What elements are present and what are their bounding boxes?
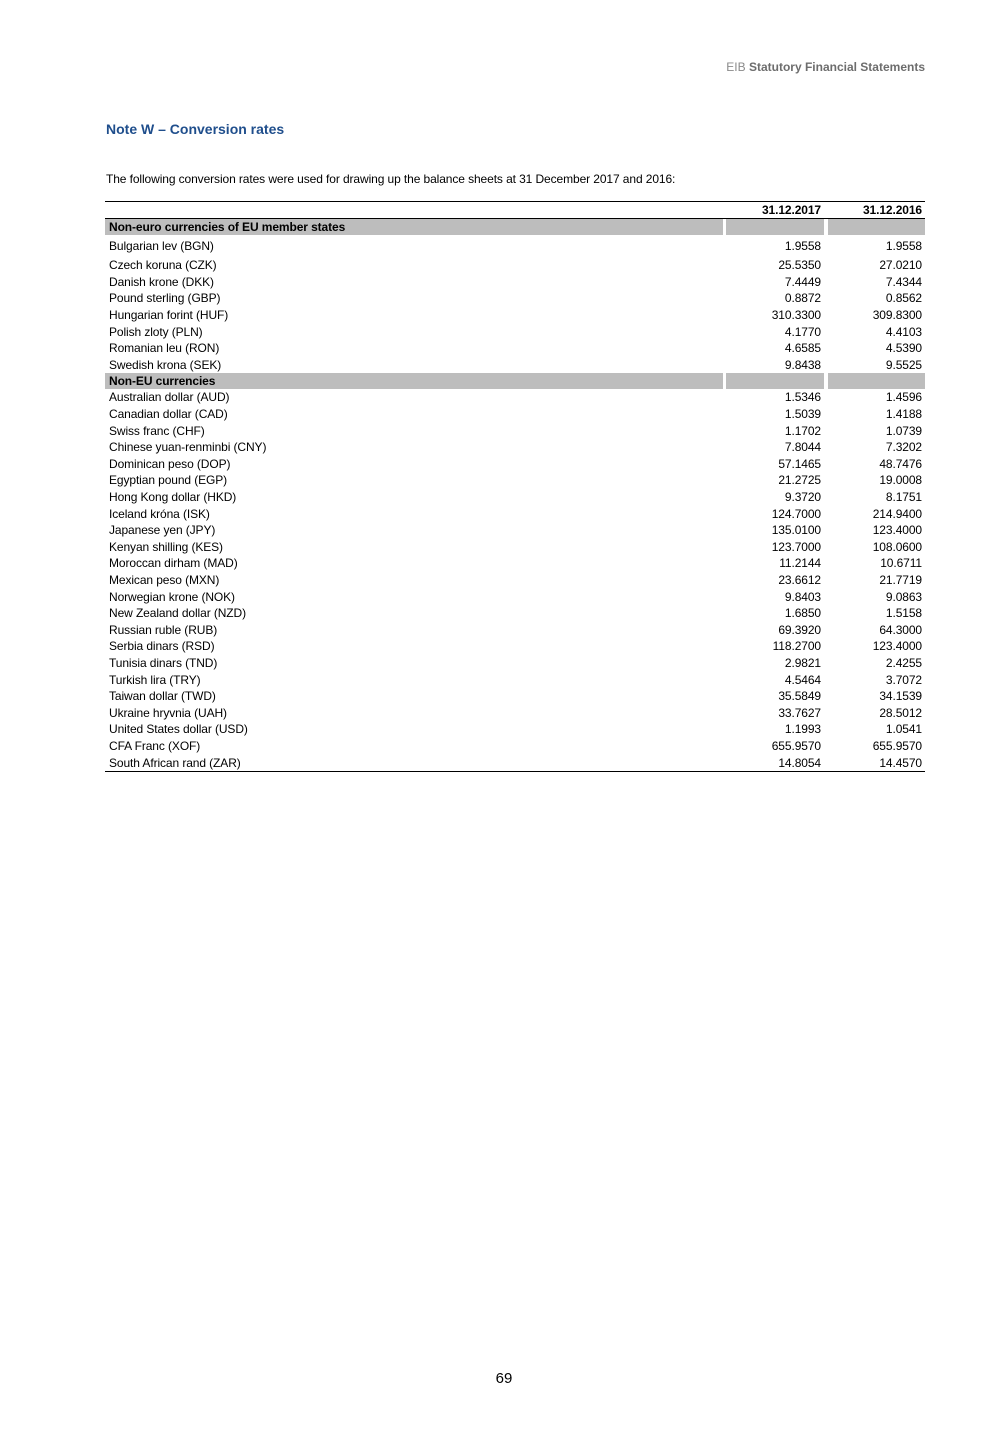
intro-paragraph: The following conversion rates were used for drawing up the balance sheets at 31 December 2017 and 2016: bbox=[106, 172, 676, 186]
rate-2017-cell: 4.6585 bbox=[784, 341, 821, 356]
currency-name-cell: Egyptian pound (EGP) bbox=[109, 473, 228, 488]
header-title: Statutory Financial Statements bbox=[748, 60, 925, 74]
table-row bbox=[105, 621, 925, 638]
rate-2017-cell: 69.3920 bbox=[778, 622, 821, 637]
table-row bbox=[105, 671, 925, 688]
currency-name-cell: Turkish lira (TRY) bbox=[109, 672, 201, 687]
conversion-rates-table-container bbox=[105, 201, 925, 772]
rate-2016-cell: 10.6711 bbox=[880, 556, 922, 571]
rate-2017-cell: 7.8044 bbox=[784, 440, 821, 455]
rate-2016-cell: 1.9558 bbox=[885, 239, 922, 253]
rate-2017-cell: 4.1770 bbox=[784, 324, 821, 339]
document-header bbox=[726, 60, 925, 74]
rate-2016-cell: 7.4344 bbox=[885, 274, 922, 289]
section-fill bbox=[828, 373, 925, 389]
rate-2016-cell: 1.0739 bbox=[885, 423, 922, 438]
table-row bbox=[105, 472, 925, 489]
table-row bbox=[105, 489, 925, 506]
column-header-2017: 31.12.2017 bbox=[726, 202, 824, 219]
rate-2017-cell: 1.5346 bbox=[784, 390, 821, 405]
rate-2016-cell: 0.8562 bbox=[885, 291, 922, 306]
rate-2016-cell: 9.5525 bbox=[885, 357, 922, 372]
section-fill bbox=[828, 219, 925, 236]
rate-2016-cell: 8.1751 bbox=[885, 490, 922, 505]
rate-2016-cell: 28.5012 bbox=[879, 705, 922, 720]
currency-name-cell: Dominican peso (DOP) bbox=[109, 456, 231, 471]
rate-2017-cell: 1.5039 bbox=[784, 407, 821, 422]
table-row bbox=[105, 738, 925, 755]
rate-2017-cell: 9.3720 bbox=[784, 490, 821, 505]
currency-name-cell: Taiwan dollar (TWD) bbox=[109, 689, 216, 704]
header-blank-cell bbox=[105, 202, 723, 219]
table-row bbox=[105, 274, 925, 291]
table-row bbox=[105, 505, 925, 522]
section-header-row bbox=[105, 373, 925, 389]
table-row bbox=[105, 588, 925, 605]
currency-name-cell: Romanian leu (RON) bbox=[109, 341, 220, 356]
table-row bbox=[105, 605, 925, 622]
table-row bbox=[105, 655, 925, 672]
rate-2016-cell: 655.9570 bbox=[872, 738, 922, 753]
table-row bbox=[105, 704, 925, 721]
table-row bbox=[105, 522, 925, 539]
table-body bbox=[105, 219, 925, 772]
rate-2017-cell: 124.7000 bbox=[771, 506, 821, 521]
rate-2016-cell: 4.4103 bbox=[885, 324, 922, 339]
section-fill bbox=[726, 373, 824, 389]
currency-name-cell: Swedish krona (SEK) bbox=[109, 357, 222, 372]
rate-2016-cell: 14.4570 bbox=[828, 754, 925, 771]
note-title: Note W – Conversion rates bbox=[106, 121, 285, 137]
rate-2016-cell: 7.3202 bbox=[885, 440, 922, 455]
table-row bbox=[105, 539, 925, 556]
section-label: Non-euro currencies of EU member states bbox=[105, 219, 723, 236]
rate-2017-cell: 9.8438 bbox=[784, 357, 821, 372]
table-header-row bbox=[105, 202, 925, 219]
table-row bbox=[105, 422, 925, 439]
rate-2016-cell: 1.4596 bbox=[885, 390, 922, 405]
rate-2016-cell: 48.7476 bbox=[879, 456, 922, 471]
rate-2016-cell: 1.4188 bbox=[885, 407, 922, 422]
page-number: 69 bbox=[495, 1370, 513, 1387]
table-row bbox=[105, 572, 925, 589]
table-row bbox=[105, 340, 925, 357]
rate-2017-cell: 1.1702 bbox=[784, 423, 821, 438]
rate-2017-cell: 118.2700 bbox=[772, 639, 821, 654]
currency-name-cell: Hungarian forint (HUF) bbox=[109, 308, 229, 323]
table-row bbox=[105, 357, 925, 374]
table-row bbox=[105, 555, 925, 572]
rate-2017-cell: 21.2725 bbox=[778, 473, 821, 488]
table-row bbox=[105, 456, 925, 473]
currency-name-cell: Ukraine hryvnia (UAH) bbox=[109, 705, 227, 720]
table-row bbox=[105, 323, 925, 340]
rate-2017-cell: 123.7000 bbox=[771, 539, 821, 554]
rate-2016-cell: 214.9400 bbox=[872, 506, 922, 521]
column-header-2016: 31.12.2016 bbox=[828, 202, 925, 219]
table-row bbox=[105, 235, 925, 255]
rate-2016-cell: 4.5390 bbox=[885, 341, 922, 356]
table-row bbox=[105, 290, 925, 307]
rate-2016-cell: 123.4000 bbox=[872, 639, 922, 654]
rate-2017-cell: 4.5464 bbox=[784, 672, 821, 687]
rate-2016-cell: 9.0863 bbox=[885, 589, 922, 604]
table-row bbox=[105, 638, 925, 655]
rate-2016-cell: 64.3000 bbox=[879, 622, 922, 637]
currency-name-cell: Norwegian krone (NOK) bbox=[109, 589, 235, 604]
rate-2017-cell: 7.4449 bbox=[784, 274, 821, 289]
conversion-rates-table bbox=[105, 201, 925, 772]
header-prefix: EIB bbox=[726, 60, 746, 74]
rate-2017-cell: 14.8054 bbox=[726, 754, 824, 771]
rate-2017-cell: 57.1465 bbox=[778, 456, 821, 471]
currency-name-cell: Iceland króna (ISK) bbox=[109, 506, 210, 521]
rate-2016-cell: 19.0008 bbox=[879, 473, 922, 488]
rate-2017-cell: 1.6850 bbox=[784, 606, 821, 621]
section-label: Non-EU currencies bbox=[105, 373, 723, 389]
rate-2016-cell: 3.7072 bbox=[885, 672, 922, 687]
rate-2016-cell: 123.4000 bbox=[872, 523, 922, 538]
rate-2017-cell: 1.9558 bbox=[784, 239, 821, 253]
rate-2016-cell: 34.1539 bbox=[879, 689, 922, 704]
currency-name-cell: Serbia dinars (RSD) bbox=[109, 639, 215, 654]
rate-2017-cell: 310.3300 bbox=[771, 308, 821, 323]
rate-2017-cell: 1.1993 bbox=[784, 722, 821, 737]
currency-name-cell: South African rand (ZAR) bbox=[105, 754, 723, 771]
rate-2016-cell: 108.0600 bbox=[872, 539, 922, 554]
currency-name-cell: Russian ruble (RUB) bbox=[109, 622, 218, 637]
rate-2017-cell: 9.8403 bbox=[784, 589, 821, 604]
section-fill bbox=[726, 219, 824, 236]
rate-2017-cell: 35.5849 bbox=[778, 689, 821, 704]
rate-2016-cell: 27.0210 bbox=[879, 258, 922, 273]
table-row bbox=[105, 688, 925, 705]
rate-2016-cell: 21.7719 bbox=[879, 572, 922, 587]
rate-2017-cell: 0.8872 bbox=[784, 291, 821, 306]
currency-name-cell: Moroccan dirham (MAD) bbox=[109, 556, 238, 571]
currency-name-cell: Bulgarian lev (BGN) bbox=[109, 239, 214, 253]
rate-2016-cell: 1.5158 bbox=[885, 606, 922, 621]
currency-name-cell: Mexican peso (MXN) bbox=[109, 572, 220, 587]
currency-name-cell: New Zealand dollar (NZD) bbox=[109, 606, 246, 621]
currency-name-cell: Chinese yuan-renminbi (CNY) bbox=[109, 440, 267, 455]
table-row bbox=[105, 255, 925, 274]
table-row bbox=[105, 389, 925, 406]
rate-2017-cell: 33.7627 bbox=[778, 705, 821, 720]
table-row bbox=[105, 406, 925, 423]
currency-name-cell: Australian dollar (AUD) bbox=[109, 390, 230, 405]
rate-2016-cell: 1.0541 bbox=[885, 722, 922, 737]
table-row bbox=[105, 721, 925, 738]
section-header-row bbox=[105, 219, 925, 236]
currency-name-cell: Hong Kong dollar (HKD) bbox=[109, 490, 237, 505]
rate-2017-cell: 11.2144 bbox=[779, 556, 821, 571]
currency-name-cell: Danish krone (DKK) bbox=[109, 274, 214, 289]
currency-name-cell: Canadian dollar (CAD) bbox=[109, 407, 228, 422]
currency-name-cell: Japanese yen (JPY) bbox=[109, 523, 216, 538]
currency-name-cell: Pound sterling (GBP) bbox=[109, 291, 221, 306]
currency-name-cell: CFA Franc (XOF) bbox=[109, 738, 201, 753]
currency-name-cell: Swiss franc (CHF) bbox=[109, 423, 205, 438]
rate-2016-cell: 309.8300 bbox=[872, 308, 922, 323]
rate-2017-cell: 655.9570 bbox=[771, 738, 821, 753]
currency-name-cell: Polish zloty (PLN) bbox=[109, 324, 203, 339]
table-row bbox=[105, 307, 925, 324]
table-row bbox=[105, 754, 925, 771]
rate-2017-cell: 2.9821 bbox=[784, 655, 821, 670]
currency-name-cell: United States dollar (USD) bbox=[109, 722, 248, 737]
rate-2017-cell: 23.6612 bbox=[778, 572, 821, 587]
currency-name-cell: Tunisia dinars (TND) bbox=[109, 655, 218, 670]
rate-2016-cell: 2.4255 bbox=[885, 655, 922, 670]
rate-2017-cell: 135.0100 bbox=[771, 523, 821, 538]
currency-name-cell: Czech koruna (CZK) bbox=[109, 258, 217, 273]
currency-name-cell: Kenyan shilling (KES) bbox=[109, 539, 223, 554]
table-row bbox=[105, 439, 925, 456]
rate-2017-cell: 25.5350 bbox=[778, 258, 821, 273]
